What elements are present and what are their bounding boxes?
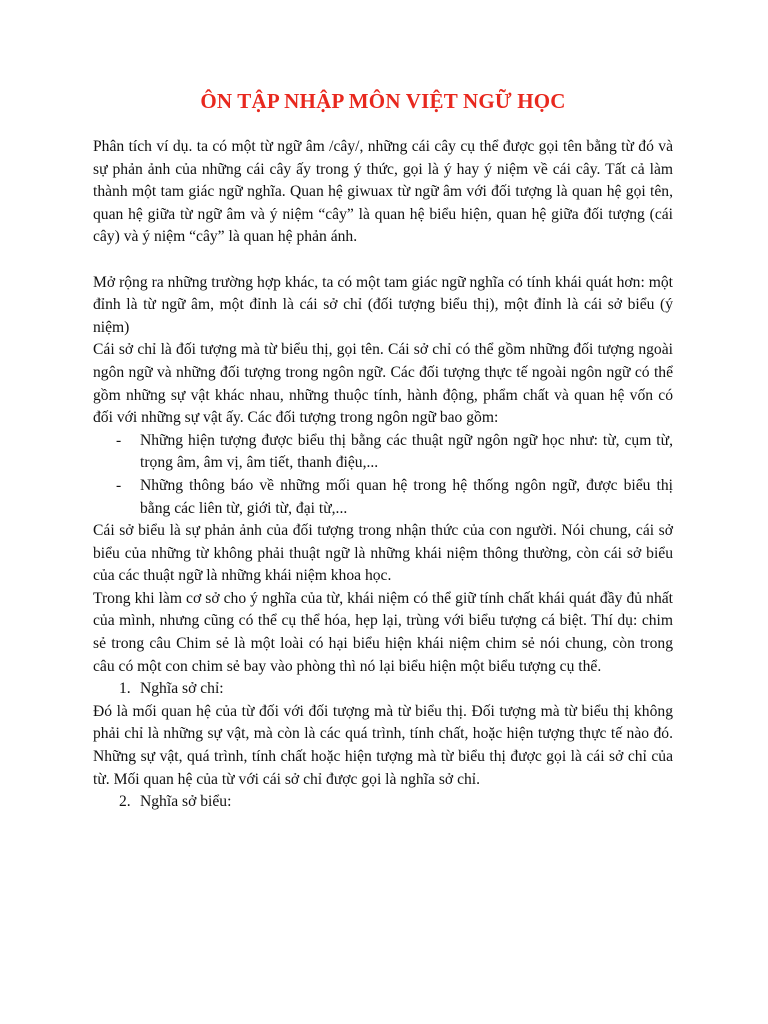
bullet-text: Những thông báo về những mối quan hệ trong hệ thống ngôn ngữ, được biểu thị bằng các liên từ, giới từ, đại từ,... <box>140 476 673 517</box>
paragraph-semantic-triangle-example: Phân tích ví dụ. ta có một từ ngữ âm /cây/, những cái cây cụ thể được gọi tên bằng từ đó và sự phản ảnh của những cái cây ấy trong ý thức, gọi là ý hay ý niệm về cái cây. Tất cả làm thành một tam giác ngữ nghĩa. Quan hệ giwuax từ ngữ âm với đối tượng là quan hệ gọi tên, quan hệ giữa từ ngữ âm và ý niệm “cây” là quan hệ biểu hiện, quan hệ giữa đối tượng (cái cây) và ý niệm “cây” là quan hệ phản ánh. <box>93 138 673 246</box>
paragraph-general-triangle: Mở rộng ra những trường hợp khác, ta có một tam giác ngữ nghĩa có tính khái quát hơn: một đỉnh là từ ngữ âm, một đỉnh là cái sở chỉ (đối tượng biểu thị), một đỉnh là cái sở biểu (ý niệm) <box>93 273 673 336</box>
numbered-marker: 2. <box>119 793 131 811</box>
bullet-marker: - <box>116 476 122 494</box>
numbered-heading: Nghĩa sở chỉ: <box>140 680 224 698</box>
paragraph-referent-definition: Cái sở chỉ là đối tượng mà từ biểu thị, gọi tên. Cái sở chỉ có thể gồm những đối tượng ngoài ngôn ngữ và những đối tượng trong ngôn ngữ. Các đối tượng thực tế ngoài ngôn ngữ có thể gồm những sự vật khác nhau, những thuộc tính, hành động, phẩm chất và quan hệ vốn có đối với những sự vật ấy. Các đối tượng trong ngôn ngữ bao gồm: <box>93 341 673 427</box>
numbered-item <box>93 678 673 701</box>
bullet-item <box>93 430 673 475</box>
numbered-list-1 <box>93 678 673 701</box>
numbered-item <box>93 791 673 814</box>
paragraph-spacer <box>93 249 673 272</box>
document-title: ÔN TẬP NHẬP MÔN VIỆT NGỮ HỌC <box>200 89 566 113</box>
numbered-list-2 <box>93 791 673 814</box>
paragraph-concept-meaning: Trong khi làm cơ sở cho ý nghĩa của từ, khái niệm có thể giữ tính chất khái quát đầy đủ nhất của mình, nhưng cũng có thể cụ thể hóa, hẹp lại, trùng với biểu tượng cá biệt. Thí dụ: chim sẻ trong câu Chim sẻ là một loài có hại biểu hiện khái niệm chim sẻ nói chung, còn trong câu có một con chim sẻ bay vào phòng thì nó lại biểu hiện một biểu tượng cụ thể. <box>93 589 673 675</box>
paragraph-signified-definition: Cái sở biểu là sự phản ảnh của đối tượng trong nhận thức của con người. Nói chung, cái sở biểu của những từ không phải thuật ngữ là những khái niệm thông thường, còn cái sở biểu của các thuật ngữ là những khái niệm khoa học. <box>93 522 673 585</box>
numbered-marker: 1. <box>119 680 131 698</box>
paragraph-referential-meaning: Đó là mối quan hệ của từ đối với đối tượng mà từ biểu thị. Đối tượng mà từ biểu thị không phải chỉ là những sự vật, mà còn là các quá trình, tính chất, hoặc hiện tượng thực tế nào đó. Những sự vật, quá trình, tính chất hoặc hiện tượng mà từ biểu thị được gọi là cái sở chỉ của từ. Mối quan hệ của từ với cái sở chỉ được gọi là nghĩa sở chỉ. <box>93 702 673 788</box>
bullet-list <box>93 430 673 520</box>
bullet-marker: - <box>116 431 122 449</box>
bullet-item <box>93 475 673 520</box>
numbered-heading: Nghĩa sở biểu: <box>140 793 232 811</box>
bullet-text: Những hiện tượng được biểu thị bằng các thuật ngữ ngôn ngữ học như: từ, cụm từ, trọng âm, âm vị, âm tiết, thanh điệu,... <box>140 431 673 472</box>
